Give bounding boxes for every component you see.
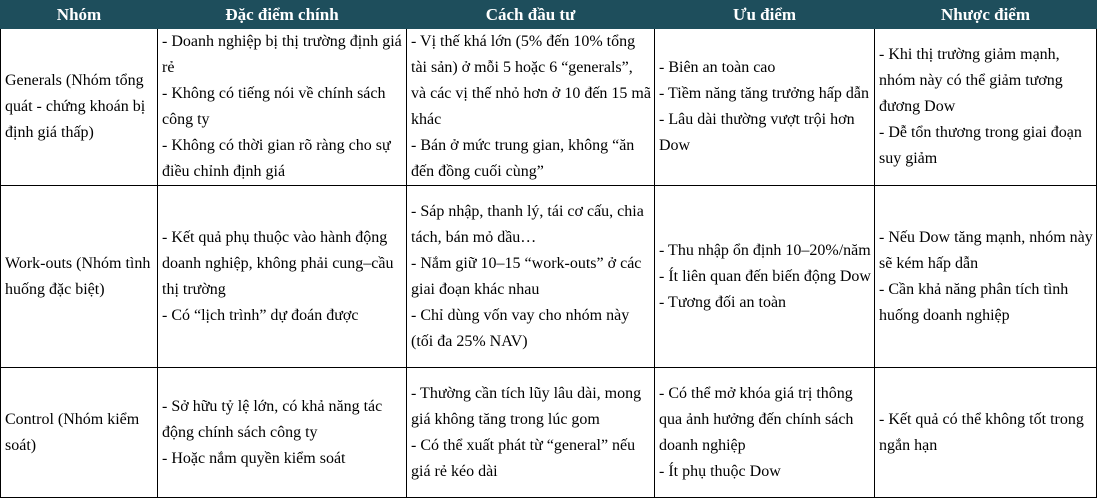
table-row-control bbox=[1, 368, 1097, 498]
pros-cell bbox=[655, 29, 875, 186]
list-item: - Sáp nhập, thanh lý, tái cơ cấu, chia tách, bán mỏ dầu… bbox=[411, 202, 644, 246]
list-item: - Hoặc nắm quyền kiểm soát bbox=[162, 449, 346, 467]
characteristics-cell bbox=[158, 186, 407, 368]
list-item: - Ít liên quan đến biến động Dow bbox=[659, 267, 871, 285]
list-item: - Nếu Dow tăng mạnh, nhóm này sẽ kém hấp dẫn bbox=[879, 228, 1093, 272]
group-cell bbox=[1, 29, 158, 186]
cons-cell bbox=[875, 29, 1097, 186]
list-item: - Cần khả năng phân tích tình huống doanh nghiệp bbox=[879, 280, 1069, 324]
group-name: Work-outs (Nhóm tình huống đặc biệt) bbox=[5, 254, 151, 298]
cons-cell bbox=[875, 368, 1097, 498]
list-item: - Thu nhập ổn định 10–20%/năm bbox=[659, 241, 871, 259]
list-item: - Khi thị trường giảm mạnh, nhóm này có thể giảm tương đương Dow bbox=[879, 46, 1063, 115]
investing-cell bbox=[407, 186, 655, 368]
list-item: - Thường cần tích lũy lâu dài, mong giá không tăng trong lúc gom bbox=[411, 384, 642, 428]
list-item: - Vị thế khá lớn (5% đến 10% tổng tài sản) ở mỗi 5 hoặc 6 “generals”, và các vị thế nhỏ hơn ở 10 đến 15 mã khác bbox=[411, 33, 651, 128]
header-pros: Ưu điểm bbox=[655, 1, 875, 29]
list-item: - Nắm giữ 10–15 “work-outs” ở các giai đoạn khác nhau bbox=[411, 254, 642, 298]
pros-cell bbox=[655, 186, 875, 368]
list-item: - Tiềm năng tăng trưởng hấp dẫn bbox=[659, 85, 869, 102]
table-row-workouts bbox=[1, 186, 1097, 368]
table-row-generals bbox=[1, 29, 1097, 186]
list-item: - Kết quả có thể không tốt trong ngắn hạn bbox=[879, 410, 1084, 454]
list-item: - Không có tiếng nói về chính sách công ty bbox=[162, 85, 386, 128]
investing-cell bbox=[407, 368, 655, 498]
list-item: - Chỉ dùng vốn vay cho nhóm này (tối đa 25% NAV) bbox=[411, 306, 630, 350]
header-characteristics: Đặc điểm chính bbox=[158, 1, 407, 29]
group-cell bbox=[1, 368, 158, 498]
list-item: - Có thể xuất phát từ “general” nếu giá rẻ kéo dài bbox=[411, 436, 636, 480]
group-name: Generals (Nhóm tổng quát - chứng khoán bị định giá thấp) bbox=[5, 72, 146, 141]
group-cell bbox=[1, 186, 158, 368]
cons-cell bbox=[875, 186, 1097, 368]
list-item: - Biên an toàn cao bbox=[659, 59, 776, 76]
list-item: - Có thể mở khóa giá trị thông qua ảnh hưởng đến chính sách doanh nghiệp bbox=[659, 384, 854, 454]
header-cons: Nhược điểm bbox=[875, 1, 1097, 29]
characteristics-cell bbox=[158, 368, 407, 498]
list-item: - Không có thời gian rõ ràng cho sự điều chỉnh định giá bbox=[162, 137, 391, 180]
header-row bbox=[1, 1, 1097, 29]
characteristics-cell bbox=[158, 29, 407, 186]
list-item: - Sở hữu tỷ lệ lớn, có khả năng tác động chính sách công ty bbox=[162, 397, 383, 441]
list-item: - Ít phụ thuộc Dow bbox=[659, 462, 781, 480]
investing-cell bbox=[407, 29, 655, 186]
list-item: - Doanh nghiệp bị thị trường định giá rẻ bbox=[162, 33, 402, 76]
list-item: - Tương đối an toàn bbox=[659, 293, 787, 311]
list-item: - Có “lịch trình” dự đoán được bbox=[162, 306, 359, 324]
group-name: Control (Nhóm kiểm soát) bbox=[5, 410, 140, 454]
header-group: Nhóm bbox=[1, 1, 158, 29]
pros-cell bbox=[655, 368, 875, 498]
list-item: - Kết quả phụ thuộc vào hành động doanh nghiệp, không phải cung–cầu thị trường bbox=[162, 228, 394, 298]
list-item: - Dễ tổn thương trong giai đoạn suy giảm bbox=[879, 124, 1082, 167]
list-item: - Lâu dài thường vượt trội hơn Dow bbox=[659, 111, 855, 154]
header-investing: Cách đầu tư bbox=[407, 1, 655, 29]
list-item: - Bán ở mức trung gian, không “ăn đến đồng cuối cùng” bbox=[411, 137, 635, 180]
